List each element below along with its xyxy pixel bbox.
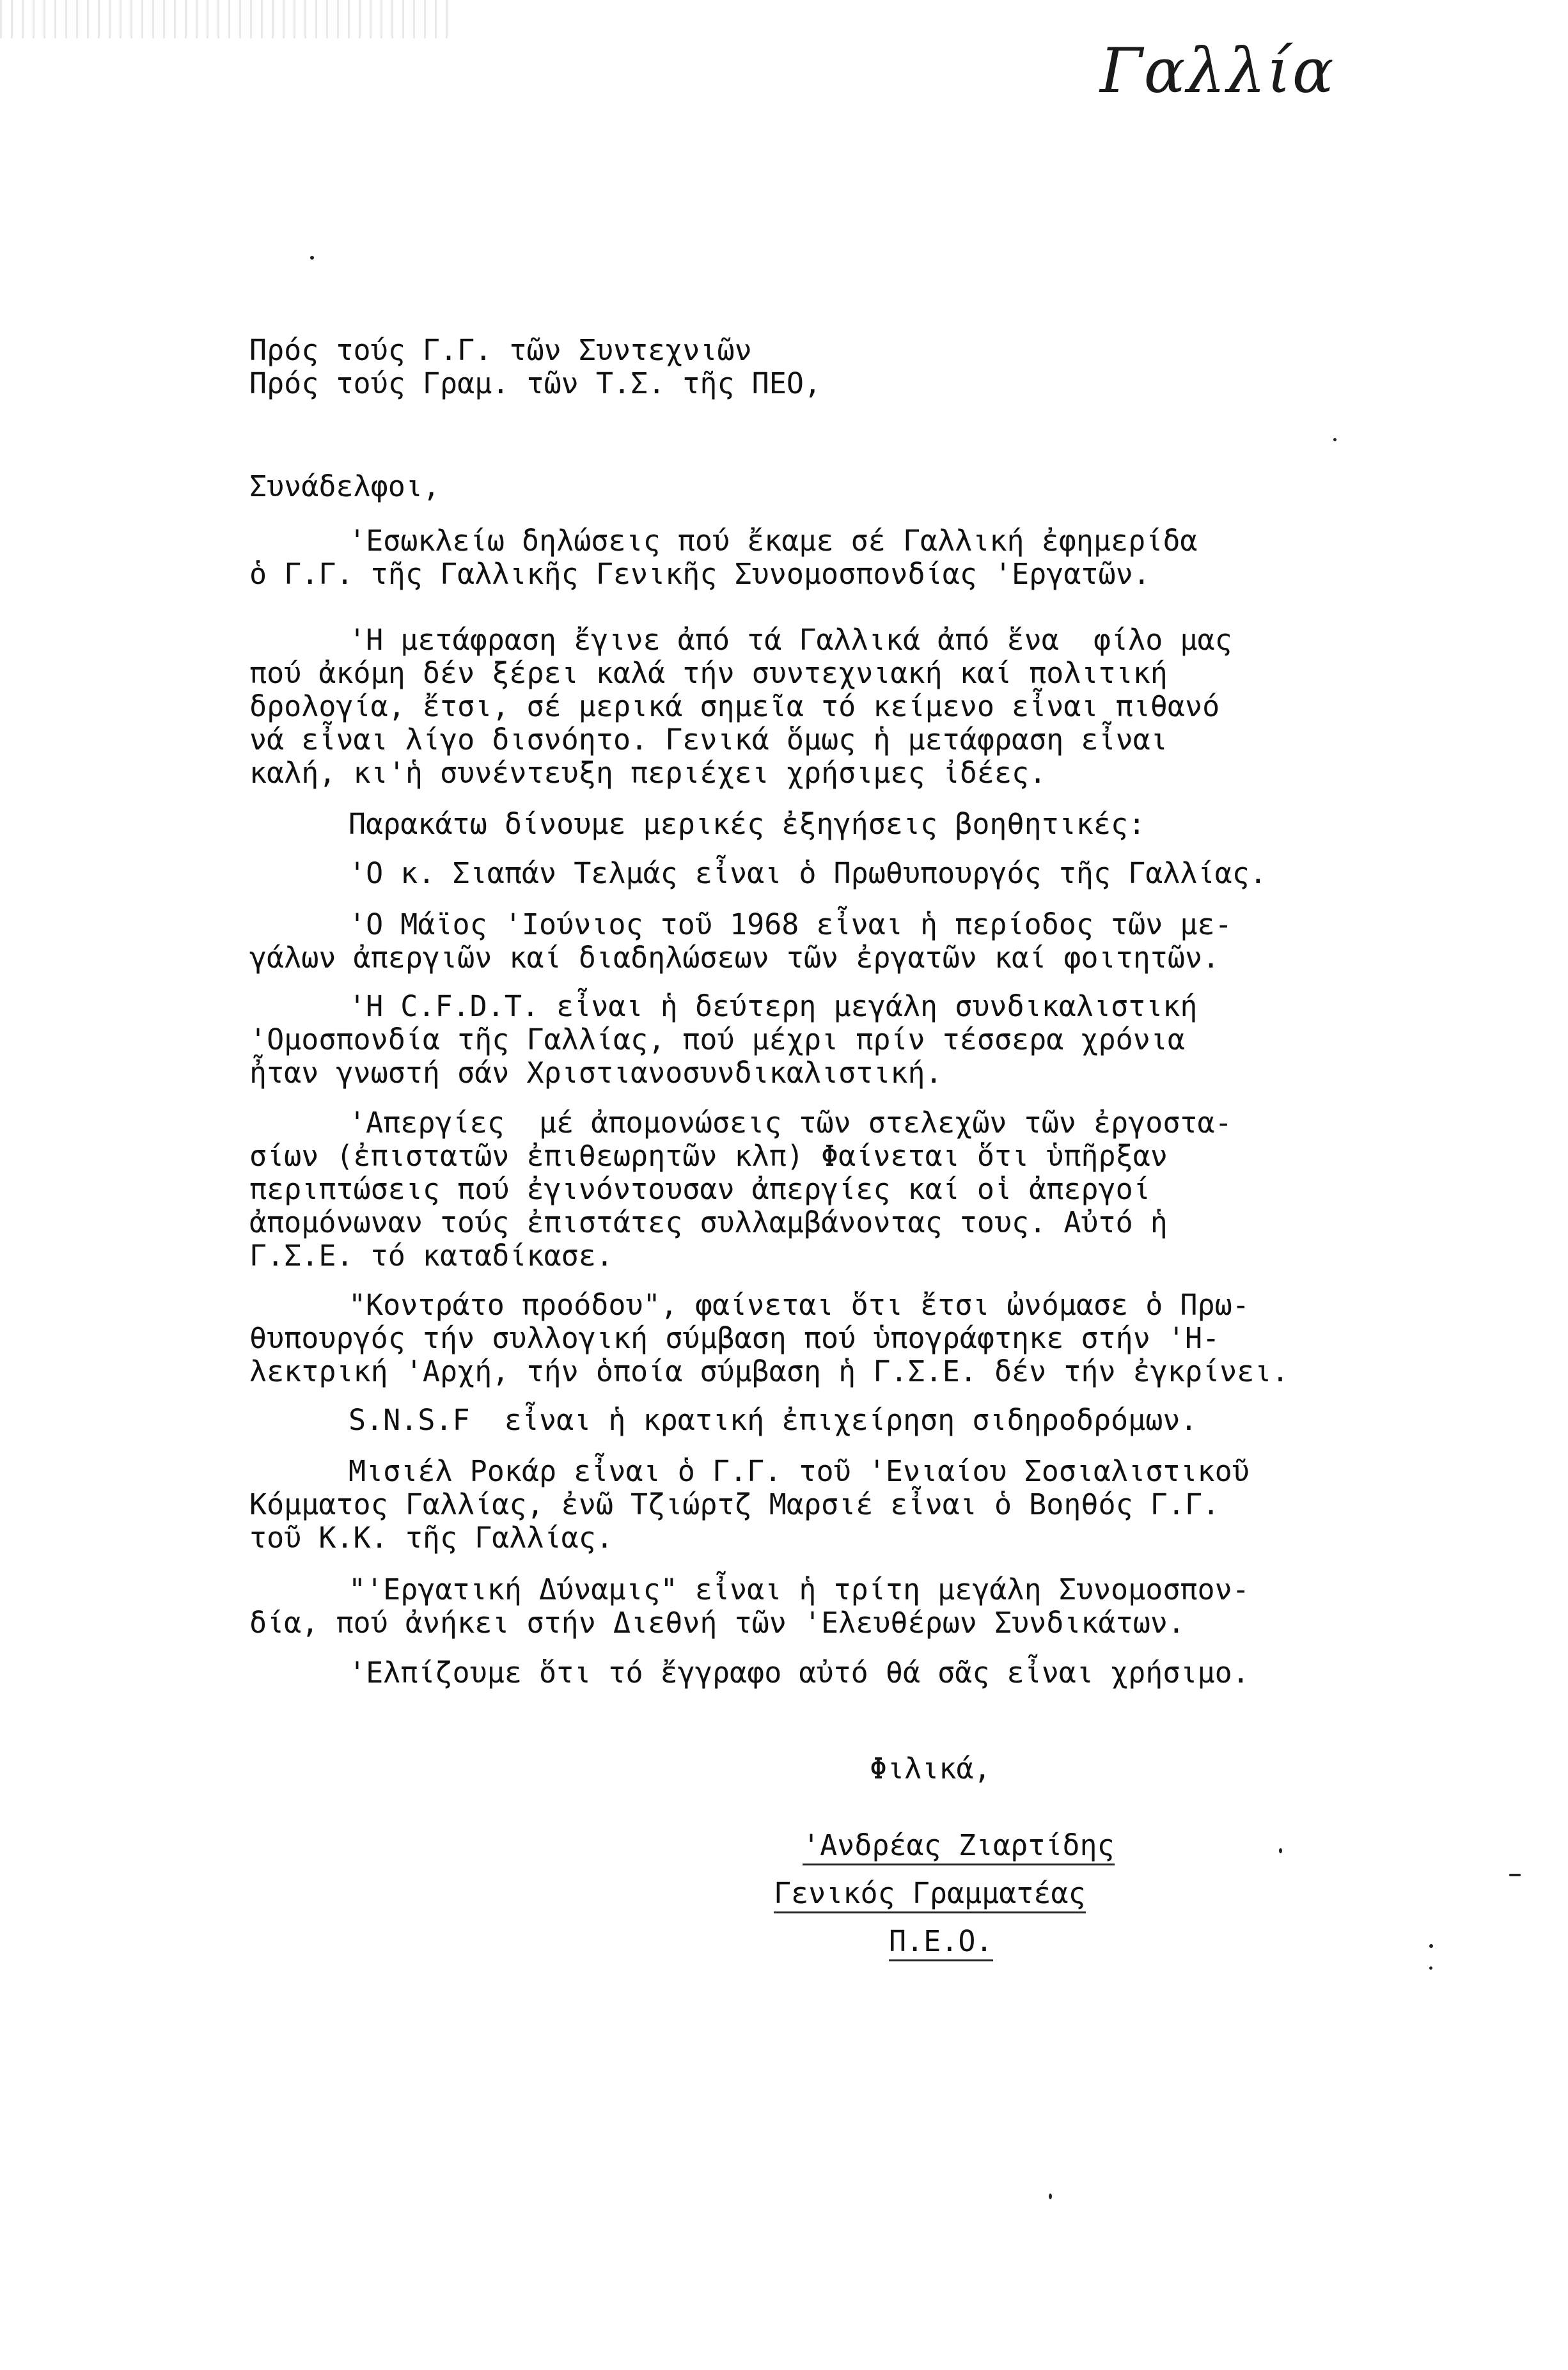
body-line: 'Ο κ. Σιαπάν Τελμάς εἶναι ὁ Πρωθυπουργός τῆς Γαλλίας.: [349, 856, 1267, 890]
body-line: 'Απεργίες μέ ἀπομονώσεις τῶν στελεχῶν τῶν ἐργοστα-: [349, 1106, 1232, 1140]
handwritten-note: Γαλλία: [1100, 35, 1335, 107]
body-line: τοῦ Κ.Κ. τῆς Γαλλίας.: [249, 1521, 613, 1555]
body-line: Μισιέλ Ροκάρ εἶναι ὁ Γ.Γ. τοῦ 'Ενιαίου Σοσιαλιστικοῦ: [349, 1454, 1250, 1488]
addressee-line: Πρός τούς Γραμ. τῶν Τ.Σ. τῆς ΠΕΟ,: [249, 366, 822, 400]
scan-speck: [1509, 1874, 1521, 1876]
body-line: νά εἶναι λίγο δισνόητο. Γενικά ὅμως ἡ μετάφραση εἶναι: [249, 723, 1168, 757]
body-line: 'Ομοσπονδία τῆς Γαλλίας, πού μέχρι πρίν τέσσερα χρόνια: [249, 1023, 1185, 1056]
scan-speck: [1279, 1848, 1282, 1853]
signature-title: Γενικός Γραμματέας: [774, 1877, 1086, 1913]
body-line: S.N.S.F εἶναι ἡ κρατική ἐπιχείρηση σιδηροδρόμων.: [349, 1403, 1198, 1437]
body-line: πού ἀκόμη δέν ξέρει καλά τήν συντεχνιακή καί πολιτική: [249, 656, 1168, 690]
body-line: "'Εργατική Δύναμις" εἶναι ἡ τρίτη μεγάλη Συνομοσπον-: [349, 1573, 1250, 1606]
body-line: 'Εσωκλείω δηλώσεις πού ἔκαμε σέ Γαλλική ἐφημερίδα: [349, 524, 1198, 558]
body-line: 'Η C.F.D.T. εἶναι ἡ δεύτερη μεγάλη συνδικαλιστική: [349, 989, 1198, 1023]
closing: Φιλικά,: [870, 1752, 991, 1785]
body-line: "Κοντράτο προόδου", φαίνεται ὅτι ἔτσι ὠνόμασε ὁ Πρω-: [349, 1288, 1250, 1322]
body-line: Κόμματος Γαλλίας, ἐνῶ Τζιώρτζ Μαρσιέ εἶναι ὁ Βοηθός Γ.Γ.: [249, 1487, 1220, 1521]
body-line: θυπουργός τήν συλλογική σύμβαση πού ὑπογράφτηκε στήν 'Η-: [249, 1321, 1220, 1355]
scan-speck: [1429, 1966, 1432, 1970]
scan-speck: [1333, 438, 1337, 441]
body-line: Γ.Σ.Ε. τό καταδίκασε.: [249, 1239, 613, 1273]
signature-org: Π.Ε.Ο.: [889, 1925, 993, 1961]
body-line: Παρακάτω δίνουμε μερικές ἐξηγήσεις βοηθητικές:: [349, 807, 1146, 841]
body-line: ἀπομόνωναν τούς ἐπιστάτες συλλαμβάνοντας τους. Αὐτό ἡ: [249, 1205, 1168, 1239]
salutation: Συνάδελφοι,: [249, 469, 441, 503]
scan-speck: [1429, 1944, 1433, 1948]
body-line: περιπτώσεις πού ἐγινόντουσαν ἀπεργίες καί οἱ ἀπεργοί: [249, 1172, 1150, 1206]
signature-name: 'Ανδρέας Ζιαρτίδης: [803, 1829, 1115, 1865]
body-line: δρολογία, ἔτσι, σέ μερικά σημεῖα τό κείμενο εἶναι πιθανό: [249, 689, 1220, 723]
body-line: 'Η μετάφραση ἔγινε ἀπό τά Γαλλικά ἀπό ἕνα φίλο μας: [349, 623, 1232, 657]
body-line: ἦταν γνωστή σάν Χριστιανοσυνδικαλιστική.: [249, 1056, 943, 1090]
body-line: 'Ο Μάϊος 'Ιούνιος τοῦ 1968 εἶναι ἡ περίοδος τῶν με-: [349, 907, 1232, 941]
body-line: δία, πού ἀνήκει στήν Διεθνή τῶν 'Ελευθέρων Συνδικάτων.: [249, 1606, 1185, 1640]
body-line: σίων (ἐπιστατῶν ἐπιθεωρητῶν κλπ) Φαίνεται ὅτι ὑπῆρξαν: [249, 1139, 1168, 1173]
body-line: καλή, κι'ἡ συνέντευξη περιέχει χρήσιμες ἰδέες.: [249, 756, 1047, 790]
body-line: ὁ Γ.Γ. τῆς Γαλλικῆς Γενικῆς Συνομοσπονδίας 'Εργατῶν.: [249, 557, 1150, 591]
body-line: 'Ελπίζουμε ὅτι τό ἔγγραφο αὐτό θά σᾶς εἶναι χρήσιμο.: [349, 1656, 1250, 1690]
body-line: γάλων ἀπεργιῶν καί διαδηλώσεων τῶν ἐργατῶν καί φοιτητῶν.: [249, 941, 1220, 975]
addressee-line: Πρός τούς Γ.Γ. τῶν Συντεχνιῶν: [249, 333, 752, 367]
body-line: λεκτρική 'Αρχή, τήν ὁποία σύμβαση ἡ Γ.Σ.Ε. δέν τήν ἐγκρίνει.: [249, 1354, 1289, 1388]
scan-speck: [310, 256, 314, 260]
scan-speck: [1049, 2193, 1052, 2199]
scan-noise: [0, 0, 448, 38]
